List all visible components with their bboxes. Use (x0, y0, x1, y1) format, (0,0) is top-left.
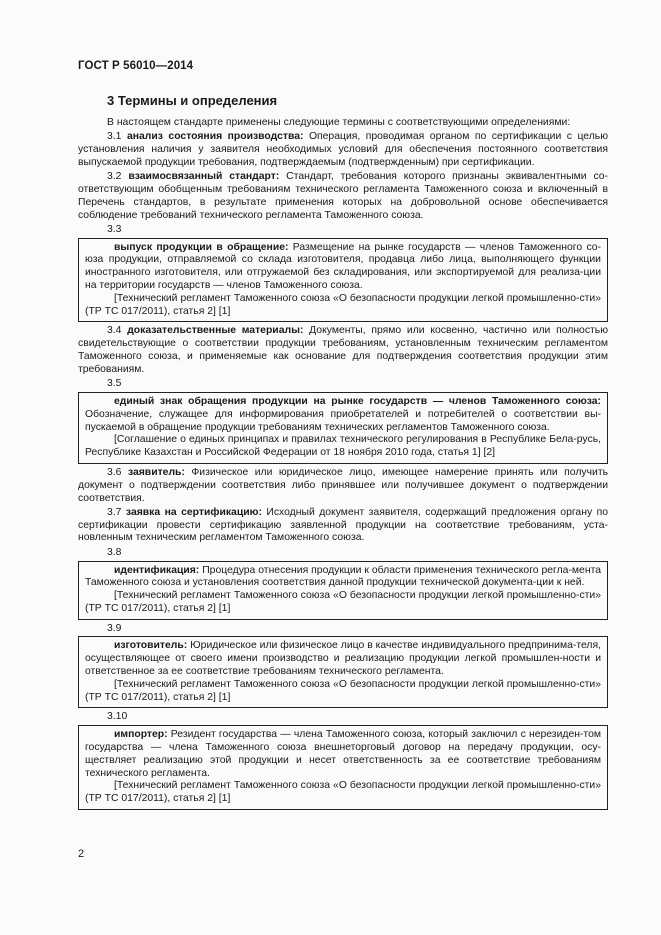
term-source: [Соглашение о единых принципах и правилах технического регулирования в Республике Бела-русь, Республике Казахстан и Российской Федерации от 18 ноября 2010 года, статья 1] [2] (85, 434, 601, 459)
term-box-3-10 (78, 725, 608, 810)
term-number-3-9: 3.9 (107, 622, 122, 634)
term-source: [Технический регламент Таможенного союза «О безопасности продукции легкой промышленно-сти» (ТР ТС 017/2011), статья 2] [1] (85, 590, 601, 614)
term-name: единый знак обращения продукции на рынке государств — членов Таможенного союза: (114, 395, 601, 407)
term-name: импортер: (114, 729, 168, 741)
term-3-4 (78, 325, 608, 376)
term-definition: Стандарт, требования которого признаны эквивалентными со-ответствующим обобщенным требованиям технического регламента Таможенного союза и включенный в Перечень стандартов, в результате применения которых на добровольной основе обеспечивается соблюдение требований технического регламента Таможенного союза. (78, 171, 608, 221)
term-definition: Размещение на рынке государств — членов Таможенного со-юза продукции, отправляемой со склада изготовителя, продавца либо лица, выполняющего функции иностранного изготовителя, или отгружаемой без складирования, или экспортируемой для реализа-ции на территории государств — членов Таможенного союза. (85, 241, 601, 292)
term-box-3-9 (78, 636, 608, 708)
term-3-5 (85, 396, 601, 434)
term-name: анализ состояния производства: (126, 131, 304, 143)
terms-content (78, 117, 608, 813)
section-title: 3 Термины и определения (107, 93, 278, 108)
term-3-8 (85, 565, 601, 591)
term-name: взаимосвязанный стандарт: (128, 171, 280, 183)
term-number-3-10: 3.10 (107, 711, 128, 723)
term-number: 3.6 (107, 466, 122, 478)
term-3-7 (78, 507, 608, 545)
term-box-3-3 (78, 238, 608, 323)
page-number: 2 (78, 848, 85, 860)
term-number: 3.4 (107, 325, 122, 337)
term-name: идентификация: (114, 564, 200, 576)
document-code: ГОСТ Р 56010—2014 (78, 60, 194, 72)
term-definition: Процедура отнесения продукции к области применения технического регла-мента Таможенного союза и установления соответствия данной продукции технической документа-ции к ней. (85, 564, 601, 589)
term-box-3-8 (78, 561, 608, 620)
term-source: [Технический регламент Таможенного союза «О безопасности продукции легкой промышленно-сти» (ТР ТС 017/2011), статья 2] [1] (85, 292, 601, 317)
term-3-10 (85, 729, 601, 780)
term-number: 3.1 (107, 131, 122, 143)
term-source: [Технический регламент Таможенного союза «О безопасности продукции легкой промышленно-сти» (ТР ТС 017/2011), статья 2] [1] (85, 678, 601, 703)
term-3-1 (78, 131, 608, 169)
term-3-9 (85, 640, 601, 678)
term-definition: Обозначение, служащее для информирования приобретателей и потребителей о соответствии вы-пускаемой в обращение продукции требованиям технических регламентов Таможенного союза. (85, 408, 601, 433)
term-definition: Исходный документ заявителя, содержащий предложения органу по сертификации провести сертификацию заявленной продукции на соответствие требованиям, уста-новленным техническим регламентом Таможенного союза. (78, 506, 608, 544)
term-3-6 (78, 467, 608, 505)
term-name: заявка на сертификацию: (125, 506, 262, 518)
term-name: выпуск продукции в обращение: (114, 241, 289, 253)
term-definition: Операция, проводимая органом по сертификации с целью установления наличия у заявителя необходимых условий для обеспечения постоянного соответствия выпускаемой продукции требования, подтверждаемым (подтвержденным) при сертификации. (78, 131, 609, 168)
term-number-3-5: 3.5 (107, 378, 122, 390)
term-3-3 (85, 242, 601, 293)
term-name: заявитель: (127, 466, 185, 478)
term-number: 3.2 (107, 171, 122, 183)
term-name: изготовитель: (114, 640, 188, 652)
term-number-3-3: 3.3 (107, 223, 122, 235)
intro-paragraph: В настоящем стандарте применены следующие термины с соответствующими определениями: (107, 117, 571, 128)
term-definition: Документы, прямо или косвенно, частично или полностью свидетельствующие о соответствии продукции требованиям, установленным техническим регламентом Таможенного союза, и применяемые как основание для подтверждения соответствия продукции этим требованиям. (78, 325, 608, 375)
term-number: 3.7 (107, 506, 122, 518)
term-definition: Физическое или юридическое лицо, имеющее намерение принять или получить документ о подтверждении соответствия либо принявшее или получившее документ о подтверждении соответствия. (78, 466, 609, 504)
term-source: [Технический регламент Таможенного союза «О безопасности продукции легкой промышленно-сти» (ТР ТС 017/2011), статья 2] [1] (85, 780, 601, 805)
term-box-3-5 (78, 392, 608, 464)
term-definition: Резидент государства — члена Таможенного союза, который заключил с нерезиден-том государства — члена Таможенного союза внешнеторговый договор на передачу продукции, осу-ществляет реализацию этой продукции и несет ответственность за ее соответствие требованиям технического регламента. (85, 729, 601, 779)
term-number-3-8: 3.8 (107, 546, 122, 558)
term-name: доказательственные материалы: (127, 325, 304, 337)
term-definition: Юридическое или физическое лицо в качестве индивидуального предпринима-теля, осуществляющее от своего имени производство и реализацию продукции легкой промышлен-ности и ответственное за ее соответствие требованиям технического регламента. (85, 640, 601, 678)
term-3-2 (78, 171, 608, 222)
